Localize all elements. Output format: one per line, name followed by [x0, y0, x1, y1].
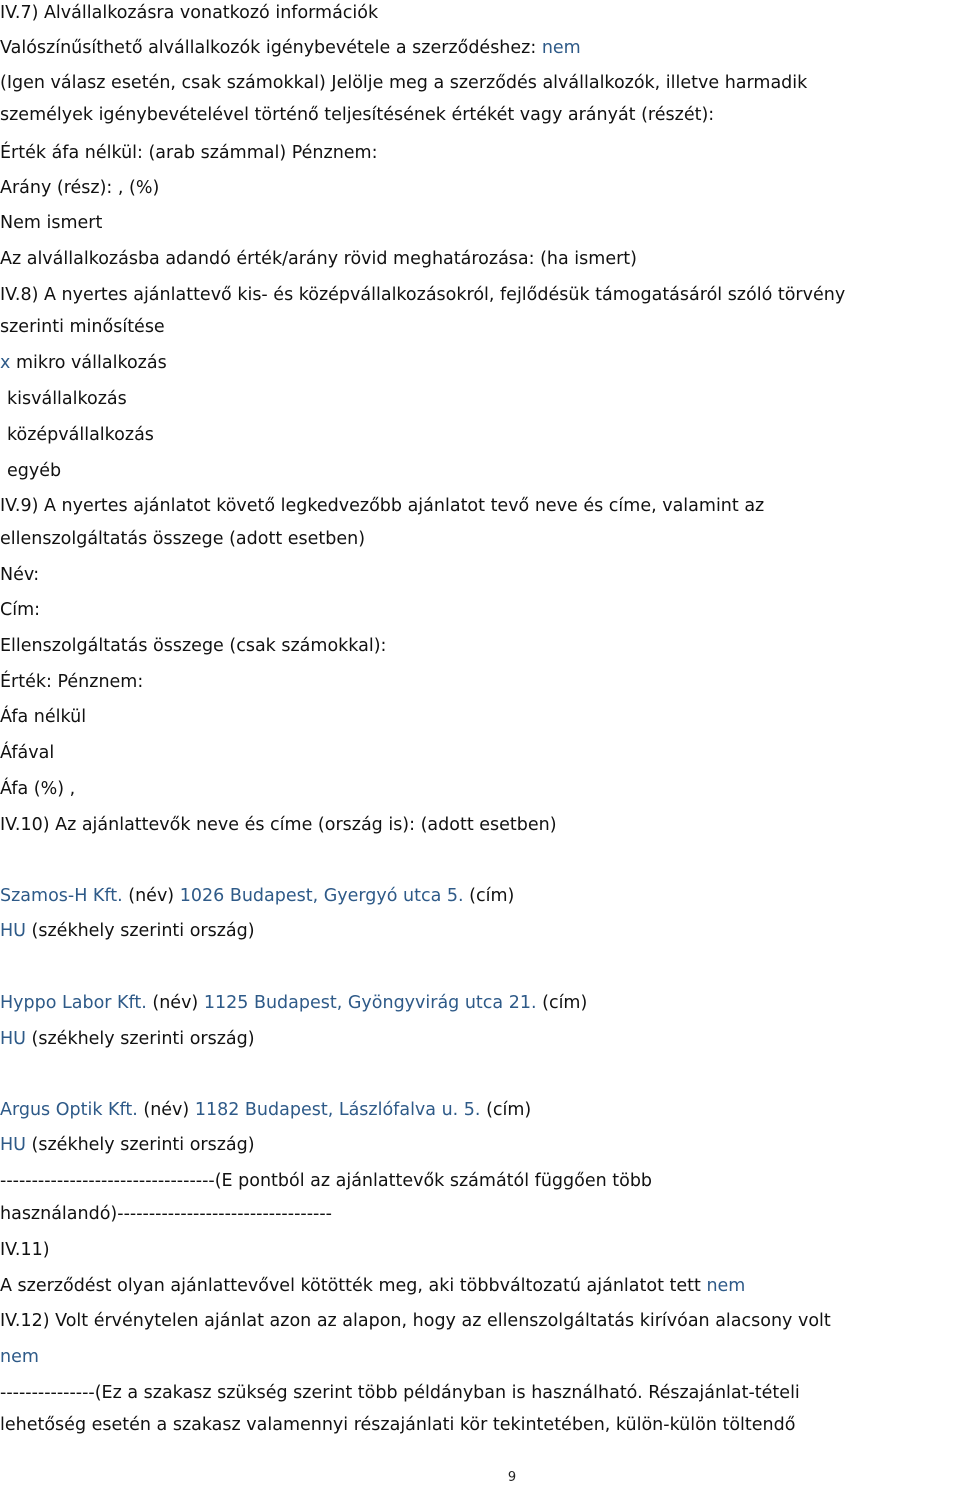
subcontract-short-desc: Az alvállalkozásba adandó érték/arány rövid meghatározása: (ha ismert) — [0, 249, 637, 269]
iv9-gross-label: Áfával — [0, 743, 55, 763]
subcontract-value-line: Érték áfa nélkül: (arab számmal) Pénznem: — [0, 143, 378, 163]
bidder-country: HU — [0, 921, 26, 941]
country-suffix: (székhely szerinti ország) — [31, 1029, 255, 1049]
footer-note-2: lehetőség esetén a szakasz valamennyi részajánlati kör tekintetében, külön-külön töltendő — [0, 1415, 796, 1435]
page-number: 9 — [507, 1470, 517, 1485]
bidder-3-name-address — [0, 1099, 531, 1121]
sme-option-medium: középvállalkozás — [7, 425, 154, 445]
sme-option-small: kisvállalkozás — [7, 389, 127, 409]
bidder-2-name-address — [0, 992, 587, 1014]
iv12-value: nem — [0, 1347, 39, 1367]
address-suffix: (cím) — [469, 886, 515, 906]
subcontract-instruction-1: (Igen válasz esetén, csak számokkal) Jelölje meg a szerződés alvállalkozók, illetve harmadik — [0, 73, 808, 93]
bidder-address: 1182 Budapest, Lászlófalva u. 5. — [194, 1100, 481, 1120]
iv9-name-label: Név: — [0, 565, 40, 585]
name-suffix: (név) — [143, 1100, 190, 1120]
address-suffix: (cím) — [486, 1100, 532, 1120]
subcontract-instruction-2: személyek igénybevételével történő teljesítésének értékét vagy arányát (részét): — [0, 105, 715, 125]
address-suffix: (cím) — [542, 993, 588, 1013]
subcontract-ratio-line: Arány (rész): , (%) — [0, 178, 160, 198]
subcontract-label: Valószínűsíthető alvállalkozók igénybevétele a szerződéshez: — [0, 38, 537, 58]
section-iv9-heading-2: ellenszolgáltatás összege (adott esetben) — [0, 529, 366, 549]
iv10-note-1: ----------------------------------(E pontból az ajánlattevők számától függően több — [0, 1171, 653, 1191]
bidder-1-name-address — [0, 885, 514, 907]
bidder-2-country — [0, 1028, 255, 1050]
bidder-3-country — [0, 1134, 255, 1156]
bidder-country: HU — [0, 1029, 26, 1049]
section-iv11-heading: IV.11) — [0, 1240, 50, 1260]
section-iv9-heading-1: IV.9) A nyertes ajánlatot követő legkedvezőbb ajánlatot tevő neve és címe, valamint az — [0, 496, 765, 516]
section-iv8-heading-2: szerinti minősítése — [0, 317, 165, 337]
bidder-name: Szamos-H Kft. — [0, 886, 123, 906]
footer-note-1: ---------------(Ez a szakasz szükség szerint több példányban is használható. Részajánlat-tételi — [0, 1383, 800, 1403]
bidder-country: HU — [0, 1135, 26, 1155]
country-suffix: (székhely szerinti ország) — [31, 1135, 255, 1155]
bidder-address: 1026 Budapest, Gyergyó utca 5. — [179, 886, 464, 906]
country-suffix: (székhely szerinti ország) — [31, 921, 255, 941]
section-iv7-heading: IV.7) Alvállalkozásra vonatkozó információk — [0, 3, 379, 23]
iv9-vat-label: Áfa (%) , — [0, 779, 76, 799]
iv11-text: A szerződést olyan ajánlattevővel kötötték meg, aki többváltozatú ajánlatot tett — [0, 1276, 701, 1296]
sme-option-label: mikro vállalkozás — [15, 353, 167, 373]
iv9-amount-label: Ellenszolgáltatás összege (csak számokkal): — [0, 636, 387, 656]
section-iv12-text: IV.12) Volt érvénytelen ajánlat azon az alapon, hogy az ellenszolgáltatás kirívóan alacsony volt — [0, 1311, 831, 1331]
bidder-1-country — [0, 920, 255, 942]
name-suffix: (név) — [128, 886, 175, 906]
iv11-line — [0, 1275, 745, 1297]
iv10-note-2: használandó)---------------------------------- — [0, 1204, 332, 1224]
section-iv10-heading: IV.10) Az ajánlattevők neve és címe (ország is): (adott esetben) — [0, 815, 557, 835]
subcontract-unknown: Nem ismert — [0, 213, 103, 233]
iv9-address-label: Cím: — [0, 600, 41, 620]
bidder-name: Hyppo Labor Kft. — [0, 993, 147, 1013]
iv11-value: nem — [706, 1276, 746, 1296]
name-suffix: (név) — [152, 993, 199, 1013]
iv9-value-label: Érték: Pénznem: — [0, 672, 144, 692]
iv9-net-label: Áfa nélkül — [0, 707, 87, 727]
selected-mark: x — [0, 353, 11, 373]
sme-option-other: egyéb — [7, 461, 62, 481]
bidder-address: 1125 Budapest, Gyöngyvirág utca 21. — [203, 993, 537, 1013]
bidder-name: Argus Optik Kft. — [0, 1100, 138, 1120]
subcontract-value: nem — [541, 38, 581, 58]
sme-option-micro — [0, 352, 167, 374]
subcontract-line — [0, 37, 581, 59]
section-iv8-heading-1: IV.8) A nyertes ajánlattevő kis- és középvállalkozásokról, fejlődésük támogatásáról szóló törvény — [0, 285, 846, 305]
